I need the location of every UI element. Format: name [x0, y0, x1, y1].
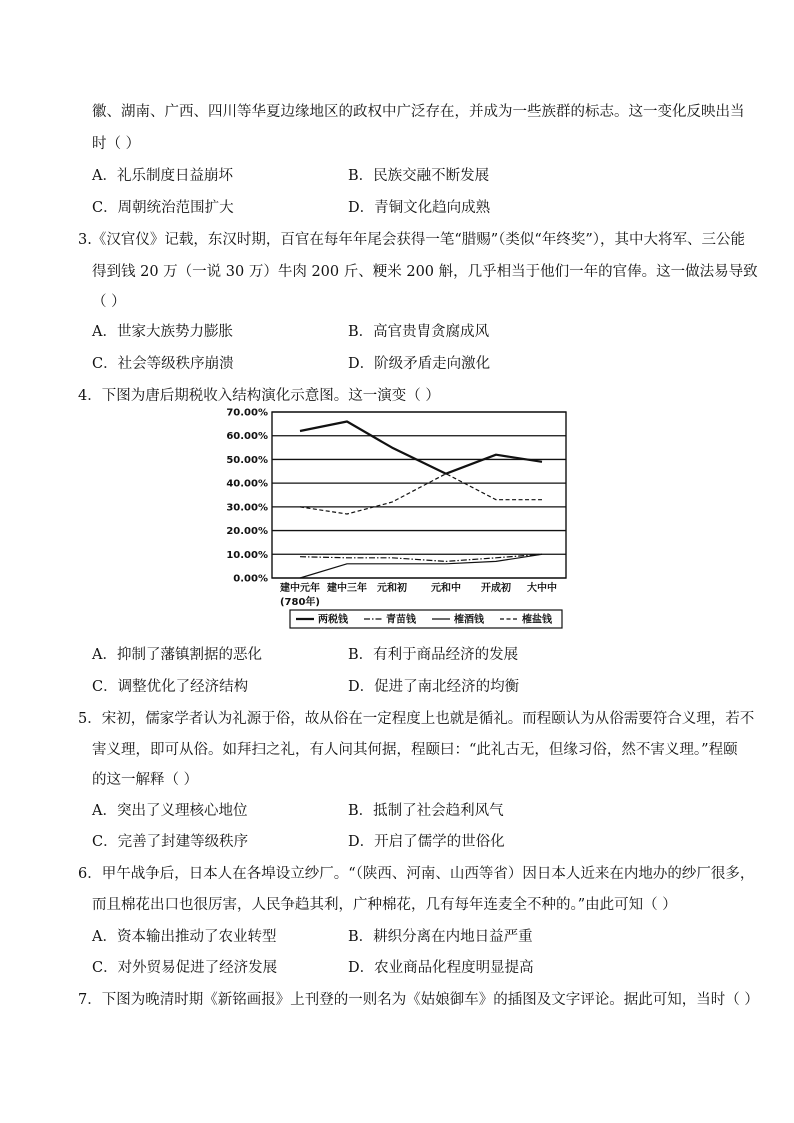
q2-option-a: A．礼乐制度日益崩坏 — [92, 168, 233, 184]
x-tick-note: (780年) — [279, 597, 321, 608]
y-tick-label: 30.00% — [226, 502, 268, 514]
y-tick-label: 10.00% — [226, 549, 268, 561]
q3-stem-line3: （ ） — [92, 294, 126, 310]
q5-option-a: A．突出了义理核心地位 — [92, 803, 248, 819]
legend-label-2: 青苗钱 — [386, 614, 416, 626]
series-line-4 — [300, 474, 542, 514]
q7-stem-line1: 7．下图为晚清时期《新铭画报》上刊登的一则名为《姑娘御车》的插图及文字评论。据此可知，当时（ ） — [78, 992, 759, 1008]
q6-option-a: A．资本输出推动了农业转型 — [92, 929, 277, 945]
y-tick-label: 70.00% — [226, 407, 268, 419]
q6-option-b: B．耕织分离在内地日益严重 — [348, 929, 533, 945]
q2-option-c: C．周朝统治范围扩大 — [92, 200, 234, 216]
x-tick-label: 大中中 — [527, 583, 557, 594]
q4-option-c: C．调整优化了经济结构 — [92, 679, 249, 695]
x-tick-label: 建中元年 — [280, 583, 320, 594]
q5-option-d: D．开启了儒学的世俗化 — [348, 834, 505, 850]
q4-option-d: D．促进了南北经济的均衡 — [348, 679, 520, 695]
q3-option-c: C．社会等级秩序崩溃 — [92, 356, 234, 372]
y-tick-label: 40.00% — [226, 478, 268, 490]
q2-stem-line2: 时（ ） — [92, 136, 141, 152]
x-tick-label: 元和中 — [431, 583, 461, 594]
q3-option-d: D．阶级矛盾走向激化 — [348, 356, 491, 372]
q2-option-b: B．民族交融不断发展 — [348, 168, 490, 184]
x-tick-label: 建中三年 — [327, 583, 367, 594]
q6-stem-line1: 6．甲午战争后，日本人在各埠设立纱厂。“（陕西、河南、山西等省）因日本人近来在内地办的纱厂很多， — [78, 866, 755, 882]
legend-label-1: 两税钱 — [318, 614, 348, 626]
q5-option-b: B．抵制了社会趋利风气 — [348, 803, 504, 819]
q4-stem-line1: 4．下图为唐后期税收入结构演化示意图。这一演变（ ） — [78, 388, 440, 404]
q3-stem-line2: 得到钱 20 万（一说 30 万）牛肉 200 斤、粳米 200 斛，几乎相当于他们一年的官俸。这一做法易导致 — [92, 264, 758, 280]
q3-option-b: B．高官贵胄贪腐成风 — [348, 324, 490, 340]
x-tick-label: 元和初 — [377, 583, 407, 594]
q4-option-a: A．抑制了藩镇割据的恶化 — [92, 647, 262, 663]
tax-revenue-chart — [224, 402, 574, 638]
q6-option-c: C．对外贸易促进了经济发展 — [92, 960, 278, 976]
q4-option-b: B．有利于商品经济的发展 — [348, 647, 519, 663]
q3-stem-line1: 3.《汉官仪》记载，东汉时期，百官在每年年尾会获得一笔“腊赐”（类似“年终奖”），其中大将军、三公能 — [78, 232, 745, 248]
y-tick-label: 20.00% — [226, 526, 268, 538]
y-tick-label: 60.00% — [226, 431, 268, 443]
q5-stem-line3: 的这一解释（ ） — [92, 772, 199, 788]
tax-revenue-chart-svg — [224, 402, 574, 638]
series-line-1 — [300, 422, 542, 474]
y-tick-label: 50.00% — [226, 454, 268, 466]
legend-label-4: 榷盐钱 — [522, 614, 552, 626]
q5-option-c: C．完善了封建等级秩序 — [92, 834, 249, 850]
q2-stem-line1: 徽、湖南、广西、四川等华夏边缘地区的政权中广泛存在，并成为一些族群的标志。这一变化反映出当 — [92, 104, 745, 120]
plot-frame — [272, 412, 566, 578]
q5-stem-line2: 害义理，即可从俗。如拜扫之礼，有人问其何据，程颐曰：“此礼古无，但缘习俗，然不害义理。”程颐 — [92, 742, 738, 758]
q3-option-a: A．世家大族势力膨胀 — [92, 324, 233, 340]
q2-option-d: D．青铜文化趋向成熟 — [348, 200, 491, 216]
y-tick-label: 0.00% — [233, 573, 268, 585]
q6-stem-line2: 而且棉花出口也很厉害，人民争趋其利，广种棉花，几有每年连麦全不种的。”由此可知（ ） — [92, 897, 677, 913]
q6-option-d: D．农业商品化程度明显提高 — [348, 960, 534, 976]
q5-stem-line1: 5．宋初，儒家学者认为礼源于俗，故从俗在一定程度上也就是循礼。而程颐认为从俗需要符合义理，若不 — [78, 711, 755, 727]
x-tick-label: 开成初 — [481, 583, 511, 594]
legend-label-3: 榷酒钱 — [454, 614, 484, 626]
